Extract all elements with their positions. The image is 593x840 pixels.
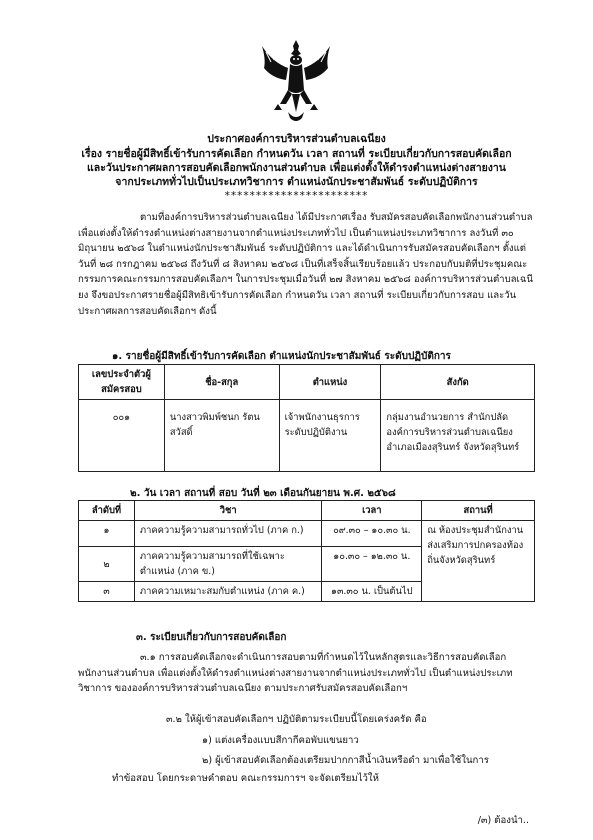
continued-marker: /๓) ต้องนำ.. (477, 815, 529, 826)
candidate-table (78, 364, 535, 472)
subject-line-3: จากประเภททั่วไปเป็นประเภทวิชาการ ตำแหน่งนักประชาสัมพันธ์ ระดับปฏิบัติการ (115, 176, 478, 188)
column-header: สถานที่ (422, 501, 535, 521)
column-header: เลขประจำตัวผู้สมัครสอบ (79, 365, 165, 400)
column-header: วิชา (134, 501, 322, 521)
candidate-id: ๐๐๑ (79, 400, 165, 472)
subject-line: เรื่อง รายชื่อผู้มีสิทธิ์เข้ารับการคัดเลือก กำหนดวัน เวลา สถานที่ ระเบียบเกี่ยวกับการสอบคัดเลือก (81, 148, 512, 160)
exam-no: ๑ (79, 521, 135, 547)
rule-3-1: ๓.๑ การสอบคัดเลือกจะดำเนินการสอบตามที่กำหนดไว้ในหลักสูตรและวิธีการสอบคัดเลือกพนักงานส่วนตำบล เพื่อแต่งตั้งให้ดำรงตำแหน่งต่างสายงานจากตำแหน่งประเภททั่วไป เป็นตำแหน่งประเภทวิชาการ ขององค์การบริหารส่วนตำบลเฉนียง ตามประกาศรับสมัครสอบคัดเลือกฯ (78, 652, 513, 695)
exam-place: ณ ห้องประชุมสำนักงานส่งเสริมการปกครองท้องถิ่นจังหวัดสุรินทร์ (422, 521, 535, 602)
intro-paragraph: ตามที่องค์การบริหารส่วนตำบลเฉนียง ได้มีประกาศเรื่อง รับสมัครสอบคัดเลือกพนักงานส่วนตำบล เพื่อแต่งตั้งให้ดำรงตำแหน่งต่างสายงานจากตำแหน่งประเภททั่วไป เป็นตำแหน่งประเภทวิชาการ ลงวันที่ ๓๐ มิถุนายน ๒๕๖๘ ในตำแหน่งนักประชาสัมพันธ์ ระดับปฏิบัติการ และได้ดำเนินการรับสมัครสอบคัดเลือกฯ ตั้งแต่วันที่ ๒๘ กรกฎาคม ๒๕๖๘ ถึงวันที่ ๘ สิงหาคม ๒๕๖๘ เป็นที่เสร็จสิ้นเรียบร้อยแล้ว ประกอบกับมติที่ประชุมคณะกรรมการคณะกรรมการสอบคัดเลือกฯ ในการประชุมเมื่อวันที่ ๒๗ สิงหาคม ๒๕๖๘ องค์การบริหารส่วนตำบลเฉนียง จึงขอประกาศรายชื่อผู้มีสิทธิเข้ารับการคัดเลือก กำหนดวัน เวลา สถานที่ ระเบียบเกี่ยวกับการสอบ และวันประกาศผลการสอบคัดเลือกฯ ดังนี้ (78, 212, 533, 317)
table-header-row (79, 365, 535, 400)
candidate-position: เจ้าพนักงานธุรการระดับปฏิบัติงาน (279, 400, 381, 472)
section-1-title: ๑. รายชื่อผู้มีสิทธิ์เข้ารับการคัดเลือก ตำแหน่งนักประชาสัมพันธ์ ระดับปฏิบัติการ (112, 351, 451, 362)
candidate-agency: กลุ่มงานอำนวยการ สำนักปลัดองค์การบริหารส่วนตำบลเฉนียงอำเภอเมืองสุรินทร์ จังหวัดสุรินทร์ (381, 400, 535, 472)
exam-subject: ภาคความเหมาะสมกับตำแหน่ง (ภาค ค.) (134, 582, 322, 602)
column-header: ชื่อ-สกุล (164, 365, 279, 400)
exam-subject: ภาคความรู้ความสามารถที่ใช้เฉพาะตำแหน่ง (ภาค ข.) (134, 547, 322, 582)
exam-subject: ภาคความรู้ความสามารถทั่วไป (ภาค ก.) (134, 521, 322, 547)
column-header: ตำแหน่ง (279, 365, 381, 400)
table-row (79, 521, 535, 547)
column-header: เวลา (322, 501, 422, 521)
garuda-emblem-icon (258, 38, 334, 126)
column-header: ลำดับที่ (79, 501, 135, 521)
section-2-title: ๒. วัน เวลา สถานที่ สอบ วันที่ ๒๓ เดือนกันยายน พ.ศ. ๒๕๖๘ (130, 488, 396, 499)
exam-no: ๓ (79, 582, 135, 602)
section-3-title: ๓. ระเบียบเกี่ยวกับการสอบคัดเลือก (136, 632, 287, 643)
exam-no: ๒ (79, 547, 135, 582)
rule-3-2: ๓.๒ ให้ผู้เข้าสอบคัดเลือกฯ ปฏิบัติตามระเบียบนี้โดยเคร่งครัด คือ (166, 714, 427, 725)
candidate-name: นางสาวพิมพ์ชนก รัตนสวัสดิ์ (164, 400, 279, 472)
rule-item-2-cont: ทำข้อสอบ โดยกระดาษคำตอบ คณะกรรมการฯ จะจัดเตรียมไว้ให้ (112, 773, 379, 784)
exam-time: ๑๓.๓๐ น. เป็นต้นไป (322, 582, 422, 602)
table-row (79, 400, 535, 472)
column-header: สังกัด (381, 365, 535, 400)
exam-time: ๑๐.๓๐ – ๑๒.๓๐ น. (322, 547, 422, 582)
announcement-title: ประกาศองค์การบริหารส่วนตำบลเฉนียง (207, 133, 386, 145)
exam-schedule-table (78, 500, 535, 602)
rule-item-1: ๑) แต่งเครื่องแบบสีกากีคอพับแขนยาว (202, 735, 359, 746)
rule-item-2: ๒) ผู้เข้าสอบคัดเลือกต้องเตรียมปากกาสีน้ำเงินหรือดำ มาเพื่อใช้ในการ (202, 755, 489, 766)
star-separator: *********************** (224, 190, 369, 202)
exam-time: ๐๙.๓๐ – ๑๐.๓๐ น. (322, 521, 422, 547)
subject-line-2: และวันประกาศผลการสอบคัดเลือกพนักงานส่วนตำบล เพื่อแต่งตั้งให้ดำรงตำแหน่งต่างสายงาน (87, 162, 506, 174)
table-header-row (79, 501, 535, 521)
